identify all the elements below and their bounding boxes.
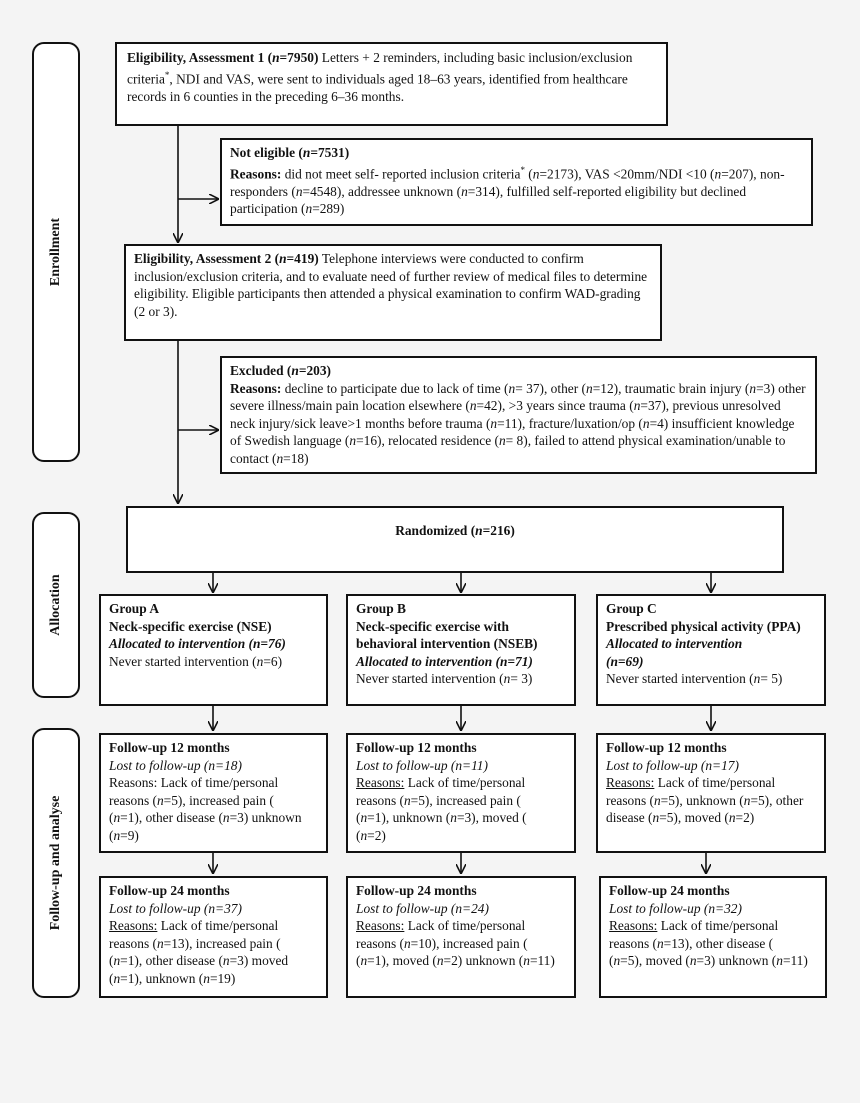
excluded-box: Excluded (n=203) Reasons: decline to participate due to lack of time (n= 37), other (n=12), traumatic brain injury (n=3) other severe illness/main pain location elsewhere (n=42), >3 years since trauma (n=37), previous unresolved neck injury/sick leave>1 months before trauma (n=11), fracture/luxation/op (n=4) insufficient knowledge of Swedish language (n=16), relocated residence (n= 8), failed to attend physical examination/unable to contact (n=18) — [220, 356, 817, 474]
phase-followup-label: Follow-up and analyse — [48, 795, 63, 931]
assessment-2-box: Eligibility, Assessment 2 (n=419) Telephone interviews were conducted to confirm inclusion/exclusion criteria, and to evaluate need of further review of medical files to determine eligibility. Eligible participants then attended a physical examination to confirm WAD-grading (2 or 3). — [124, 244, 662, 341]
fu24-a-box: Follow-up 24 months Lost to follow-up (n=37) Reasons: Lack of time/personal reasons (n=13), increased pain ( (n=1), other disease (n=3) moved (n=1), unknown (n=19) — [99, 876, 328, 998]
group-b-name: Group B — [356, 601, 406, 616]
randomized-box: Randomized (n=216) — [126, 506, 784, 573]
fu24-a-title: Follow-up 24 months — [109, 883, 230, 898]
fu12-c-title: Follow-up 12 months — [606, 740, 727, 755]
randomized-title: Randomized ( — [395, 523, 476, 538]
assessment-1-count: =7950) — [279, 50, 319, 65]
group-b-box: Group B Neck-specific exercise with behavioral intervention (NSEB) Allocated to intervention (n=71) Never started intervention (n= 3) — [346, 594, 576, 706]
fu24-b-title: Follow-up 24 months — [356, 883, 477, 898]
fu12-b-box: Follow-up 12 months Lost to follow-up (n=11) Reasons: Lack of time/personal reasons (n=5), increased pain ( (n=1), unknown (n=3), moved ( (n=2) — [346, 733, 576, 853]
group-c-box: Group C Prescribed physical activity (PPA) Allocated to intervention (n=69) Never started intervention (n= 5) — [596, 594, 826, 706]
group-a-box: Group A Neck-specific exercise (NSE) Allocated to intervention (n=76) Never started intervention (n=6) — [99, 594, 328, 706]
fu12-a-box: Follow-up 12 months Lost to follow-up (n=18) Reasons: Lack of time/personal reasons (n=5), increased pain ( (n=1), other disease (n=3) unknown (n=9) — [99, 733, 328, 853]
group-b-desc: Neck-specific exercise with behavioral intervention (NSEB) — [356, 618, 538, 652]
excluded-title: Excluded ( — [230, 363, 292, 378]
group-c-desc: Prescribed physical activity (PPA) — [606, 618, 801, 634]
not-eligible-title: Not eligible ( — [230, 145, 303, 160]
not-eligible-box: Not eligible (n=7531) Reasons: did not meet self- reported inclusion criteria* (n=2173), VAS <20mm/NDI <10 (n=207), non-responders (n=4548), addressee unknown (n=314), fulfilled self-reported eligibility but declined participation (n=289) — [220, 138, 813, 226]
fu12-a-title: Follow-up 12 months — [109, 740, 230, 755]
fu24-c-title: Follow-up 24 months — [609, 883, 730, 898]
fu12-c-box: Follow-up 12 months Lost to follow-up (n=17) Reasons: Lack of time/personal reasons (n=5), unknown (n=5), other disease (n=5), moved (n=2) — [596, 733, 826, 853]
fu24-c-box: Follow-up 24 months Lost to follow-up (n=32) Reasons: Lack of time/personal reasons (n=13), other disease ( (n=5), moved (n=3) unknown (n=11) — [599, 876, 827, 998]
assessment-1-box: Eligibility, Assessment 1 (n=7950) Letters + 2 reminders, including basic inclusion/exclusion criteria*, NDI and VAS, were sent to individuals aged 18–63 years, identified from healthcare records in 6 counties in the preceding 6–36 months. — [115, 42, 668, 126]
group-c-name: Group C — [606, 601, 657, 616]
assessment-1-title: Eligibility, Assessment 1 ( — [127, 50, 273, 65]
group-a-desc: Neck-specific exercise (NSE) — [109, 618, 272, 634]
phase-allocation-label: Allocation — [48, 574, 63, 636]
group-a-name: Group A — [109, 601, 159, 616]
fu12-b-title: Follow-up 12 months — [356, 740, 477, 755]
phase-enrollment-label: Enrollment — [48, 217, 63, 287]
assessment-2-title: Eligibility, Assessment 2 ( — [134, 251, 280, 266]
fu24-b-box: Follow-up 24 months Lost to follow-up (n=24) Reasons: Lack of time/personal reasons (n=10), increased pain ( (n=1), moved (n=2) unknown (n=11) — [346, 876, 576, 998]
